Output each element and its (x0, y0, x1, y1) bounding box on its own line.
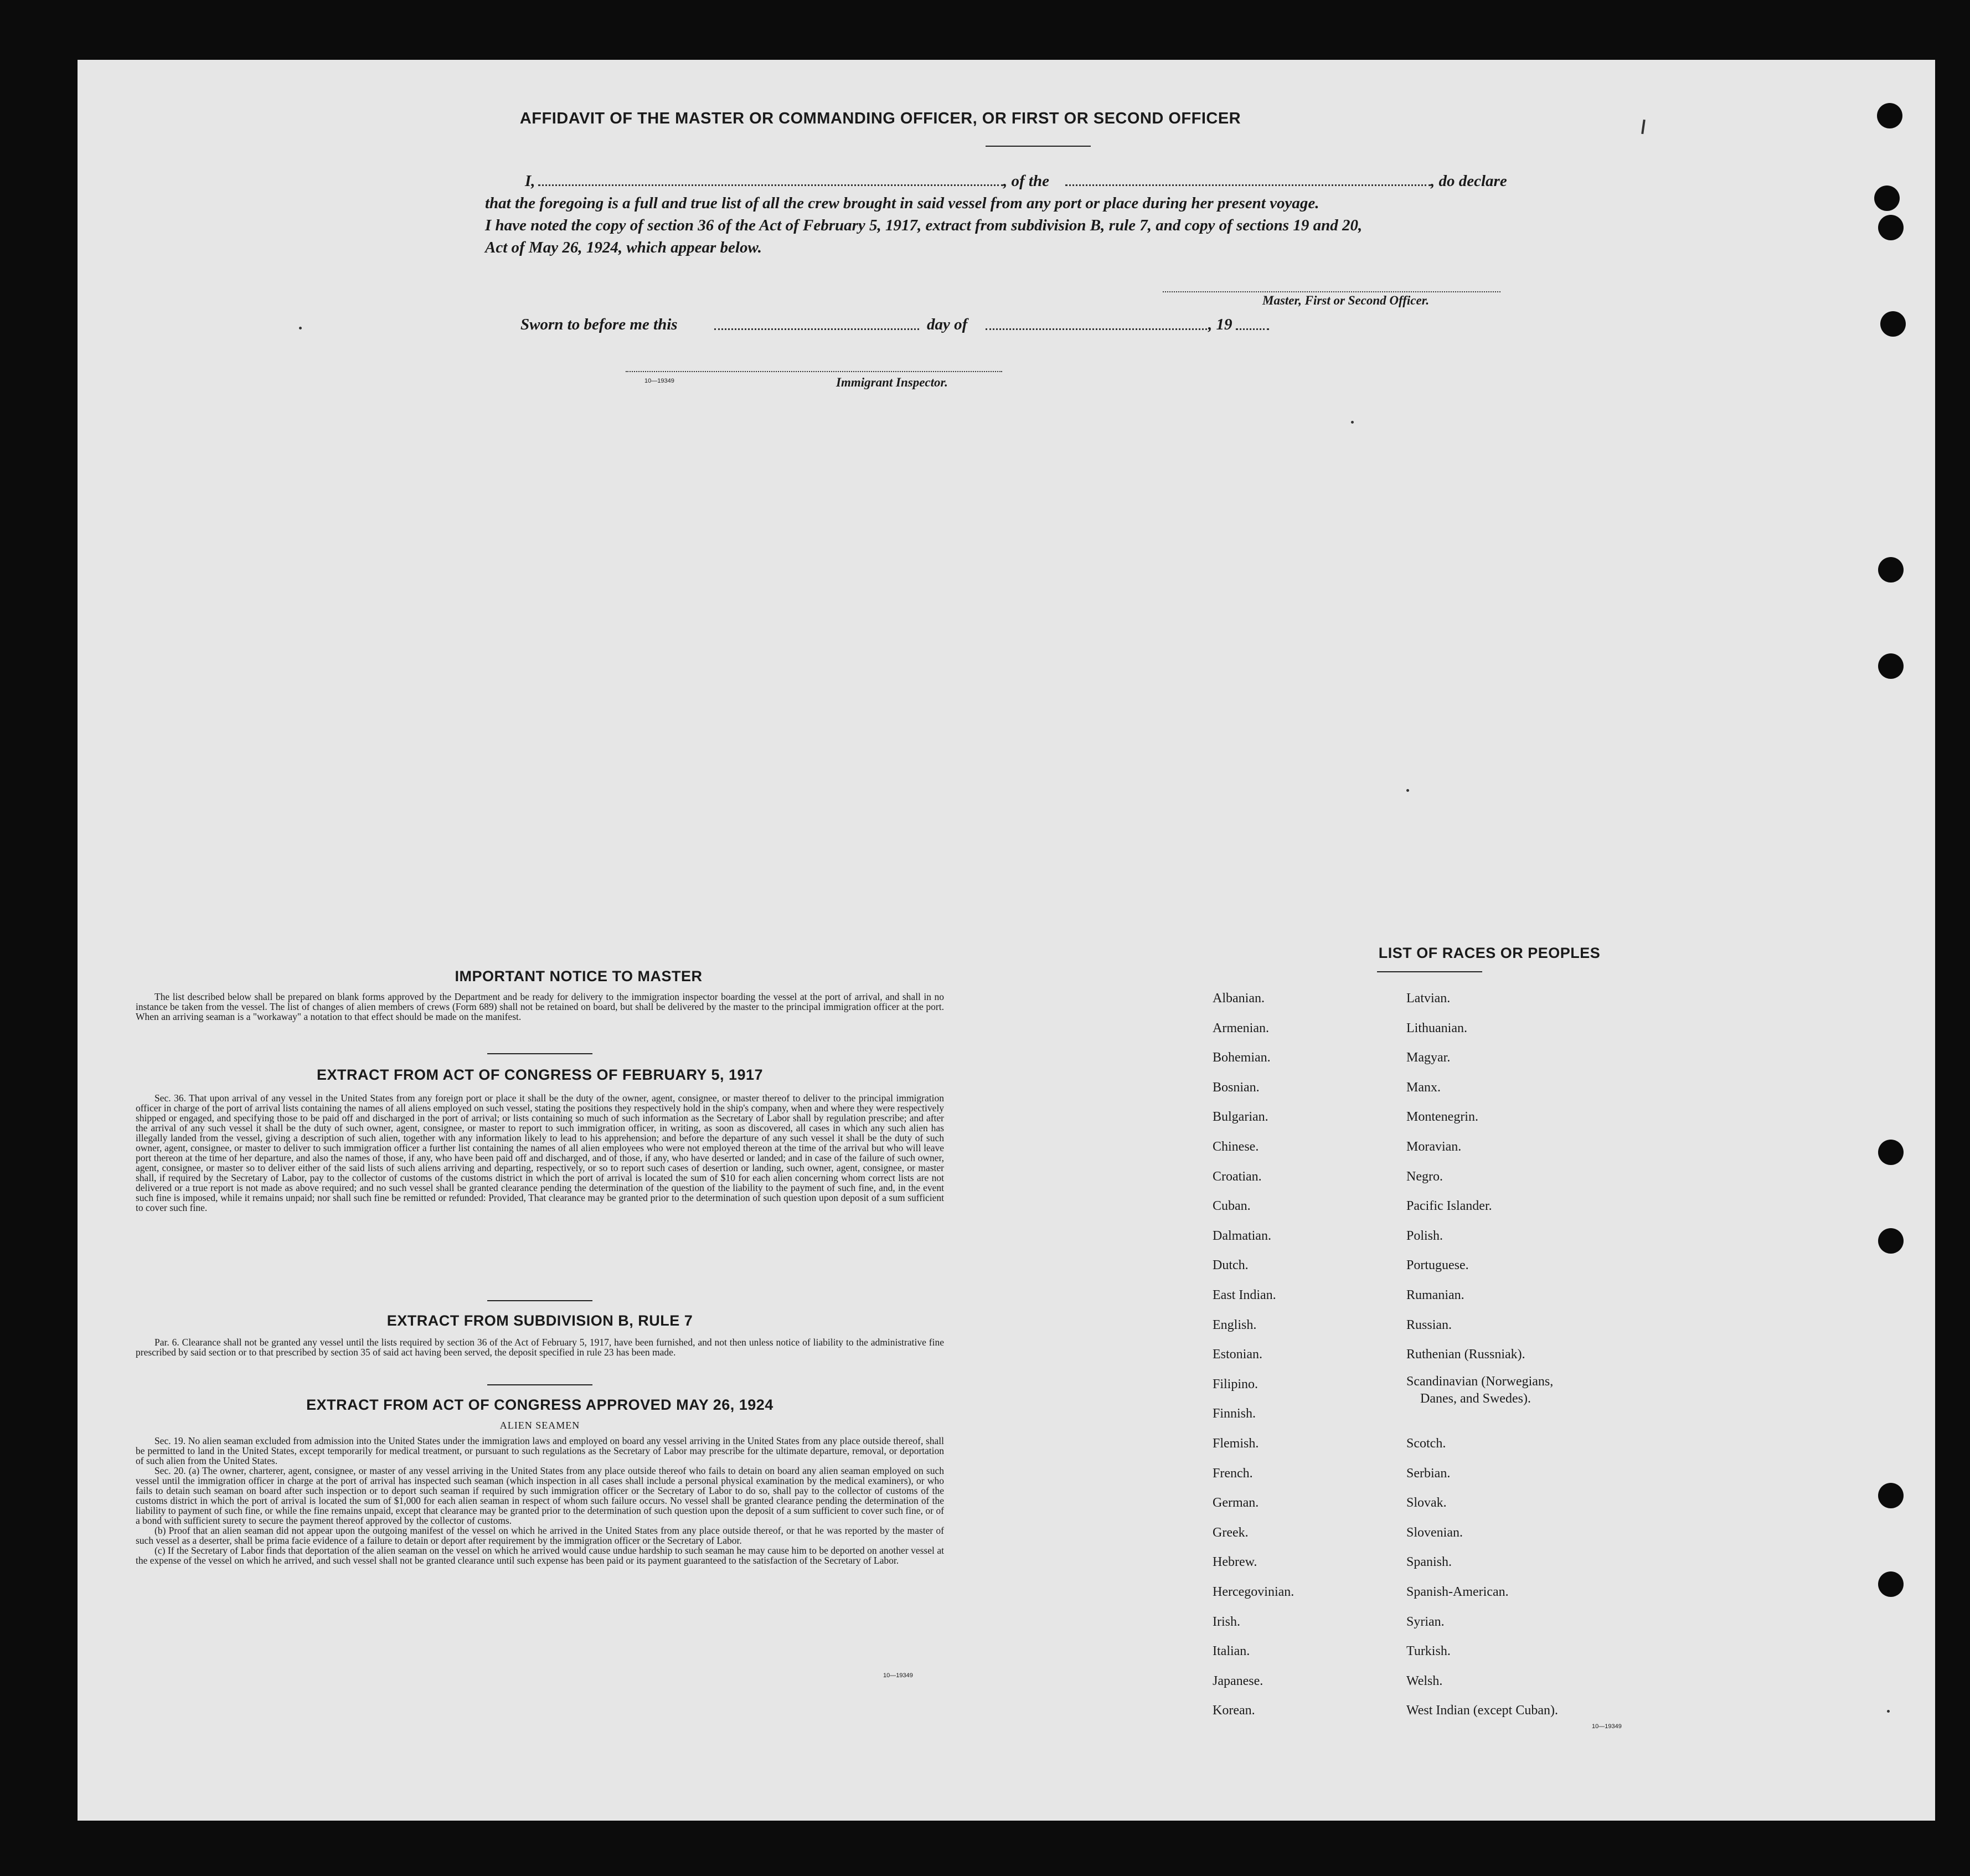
race-item: Pacific Islander. (1406, 1199, 1492, 1214)
races-form-number: 10—19349 (1592, 1723, 1622, 1730)
par-6-paragraph: Par. 6. Clearance shall not be granted any vessel until the lists required by section 36 of the Act of February 5, 1917, have been furnished, and not then unless notice of liability to the administrative fine prescribed by said section or to that prescribed by section 35 of said act having been served, the deposit specified in rule 23 has been made. (136, 1337, 944, 1358)
races-rule (1377, 971, 1482, 972)
race-item: Albanian. (1213, 991, 1265, 1006)
sworn-day-blank[interactable] (714, 328, 919, 330)
race-item: Polish. (1406, 1228, 1443, 1243)
year-label: , 19 (1208, 316, 1232, 333)
alien-seamen-subheading: ALIEN SEAMEN (499, 1420, 580, 1431)
race-item: Irish. (1213, 1614, 1240, 1629)
race-item: West Indian (except Cuban). (1406, 1703, 1558, 1718)
race-item: Flemish. (1213, 1436, 1259, 1451)
rule-7-text (136, 1337, 944, 1357)
speck (299, 327, 302, 329)
race-item: Rumanian. (1406, 1288, 1464, 1302)
race-item: Dalmatian. (1213, 1228, 1271, 1243)
notice-heading: IMPORTANT NOTICE TO MASTER (455, 968, 703, 985)
inspector-signature-blank[interactable] (626, 371, 1002, 372)
document-page (78, 60, 1935, 1821)
inspector-label: Immigrant Inspector. (836, 375, 948, 389)
title-rule (986, 146, 1091, 147)
race-item: Spanish-American. (1406, 1585, 1509, 1599)
race-item: Croatian. (1213, 1169, 1262, 1184)
race-item: Danes, and Swedes). (1420, 1391, 1531, 1406)
extract-1924-text (136, 1436, 944, 1565)
race-item: Armenian. (1213, 1021, 1269, 1035)
affidavit-title: AFFIDAVIT OF THE MASTER OR COMMANDING OFFICER, OR FIRST OR SECOND OFFICER (519, 110, 1241, 127)
punch-hole (1878, 1483, 1904, 1508)
affidavit-declare: , do declare (1431, 172, 1507, 190)
affidavit-form-number: 10—19349 (644, 378, 674, 384)
sworn-label: Sworn to before me this (520, 316, 678, 333)
races-heading: LIST OF RACES OR PEOPLES (1378, 945, 1601, 961)
race-item: Cuban. (1213, 1199, 1251, 1214)
race-item: Chinese. (1213, 1140, 1259, 1154)
year-blank[interactable] (1236, 328, 1269, 330)
race-item: Greek. (1213, 1525, 1249, 1540)
race-item: Filipino. (1213, 1377, 1259, 1391)
section-20a-paragraph: Sec. 20. (a) The owner, charterer, agent, consignee, or master of any vessel arriving in the United States from any place outside thereof who fails to detain on board any alien seaman employed on such vessel until the immigration officer in charge at the port of arrival has inspected such seaman (which inspection in all cases shall include a personal physical examination by the medical examiners), or who fails to detain such seaman on board after such inspection or to deport such seaman if required by such immigration officer or the Secretary of Labor to do so, shall pay to the collector of customs of the customs district in which the port of arrival is located the sum of $1,000 for each alien seaman in respect of whom such failure occurs. No vessel shall be granted clearance pending the determination of the liability to payment of such fine, or while the fine remains unpaid, except that clearance may be granted prior to the determination of such question upon the deposit of a sum sufficient to cover such fine, or of a bond with sufficient surety to secure the payment thereof approved by the collector of customs. (136, 1465, 944, 1526)
race-item: Latvian. (1406, 991, 1451, 1006)
extract-1917-heading: EXTRACT FROM ACT OF CONGRESS OF FEBRUARY 5, 1917 (316, 1066, 764, 1083)
punch-hole (1880, 311, 1906, 337)
notice-rule (487, 1053, 592, 1054)
race-item: Italian. (1213, 1644, 1250, 1659)
speck (1406, 789, 1409, 792)
extract-1917-text (136, 1093, 944, 1213)
race-item: East Indian. (1213, 1288, 1276, 1302)
sworn-month-blank[interactable] (986, 328, 1207, 330)
race-item: Finnish. (1213, 1406, 1256, 1421)
race-item: Scandinavian (Norwegians, (1406, 1374, 1554, 1389)
race-item: Dutch. (1213, 1258, 1249, 1273)
section-36-paragraph: Sec. 36. That upon arrival of any vessel in the United States from any foreign port or place it shall be the duty of the owner, agent, consignee, or master thereof to deliver to the principal immigration officer in charge of the port of arrival lists containing the names of all aliens employed on such vessel, stating the positions they respectively hold in the ship's company, when and where they were respectively shipped or engaged, and specifying those to be paid off and discharged in the port of arrival; or lists containing so much of such information as the Secretary of Labor shall by regulation prescribe; and after the arrival of any such vessel it shall be the duty of such owner, agent, consignee, or master to report to such immigration officer, in writing, as soon as discovered, all cases in which any such alien has illegally landed from the vessel, giving a description of such alien, together with any information likely to lead to his apprehension; and before the departure of any such vessel it shall be the duty of such owner, agent, consignee, or master to deliver to such immigration officer a further list containing the names of all alien employees who were not employed thereon at the time of the arrival but who will leave port thereon at the time of her departure, and also the names of those, if any, who have been paid off and discharged, and of those, if any, who have deserted or landed; and in case of the failure of such owner, agent, consignee, or master so to deliver either of the said lists of such aliens arriving and departing, respectively, or so to report such cases of desertion or landing, such owner, agent, consignee, or master shall, if required by the Secretary of Labor, pay to the collector of customs of the customs district in which the port of arrival is located the sum of $10 for each alien concerning whom correct lists are not delivered or a true report is not made as above required; and no such vessel shall be granted clearance pending the determination of the question of the liability to the payment of such fine, and, in the event such fine is imposed, while it remains unpaid; nor shall such fine be remitted or refunded: Provided, That clearance may be granted prior to the determination of such question upon deposit of a sum sufficient to cover such fine. (136, 1092, 944, 1213)
race-item: Bosnian. (1213, 1080, 1260, 1095)
speck (1351, 421, 1354, 424)
race-item: Spanish. (1406, 1555, 1452, 1570)
race-item: Portuguese. (1406, 1258, 1469, 1273)
affidavit-body-4: Act of May 26, 1924, which appear below. (485, 239, 762, 256)
race-item: Negro. (1406, 1169, 1443, 1184)
race-item: Magyar. (1406, 1050, 1451, 1065)
section-20b-paragraph: (b) Proof that an alien seaman did not appear upon the outgoing manifest of the vessel on which he arrived in the United States from any place outside thereof, or that he was reported by the master of such vessel as a deserter, shall be prima facie evidence of a failure to detain or deport after requirement by the immigration officer or the Secretary of Labor. (136, 1525, 944, 1546)
race-item: Welsh. (1406, 1673, 1443, 1688)
section-19-paragraph: Sec. 19. No alien seaman excluded from admission into the United States under the immigration laws and employed on board any vessel arriving in the United States from any place outside thereof, shall be permitted to land in the United States, except temporarily for medical treatment, or pursuant to such regulations as the Secretary of Labor may prescribe for the ultimate departure, removal, or deportation of such alien from the United States. (136, 1435, 944, 1466)
extract-1917-rule (487, 1300, 592, 1301)
name-blank[interactable] (538, 184, 1003, 186)
race-item: Manx. (1406, 1080, 1441, 1095)
speck (1887, 1710, 1890, 1713)
race-item: Serbian. (1406, 1466, 1451, 1481)
notice-paragraph: The list described below shall be prepared on blank forms approved by the Department and be ready for delivery to the immigration inspector boarding the vessel at the port of arrival, and shall in no instance be taken from the vessel. The list of changes of alien members of crews (Form 689) shall not be retained on board, but shall be delivered by the master to the principal immigration officer at the port. When an arriving seaman is a "workaway" a notation to that effect should be made on the manifest. (136, 991, 944, 1022)
punch-hole (1878, 1228, 1904, 1254)
punch-hole (1878, 1140, 1904, 1165)
affidavit-body-2: that the foregoing is a full and true list of all the crew brought in said vessel from any port or place during her present voyage. (485, 194, 1319, 212)
vessel-blank[interactable] (1065, 184, 1431, 186)
affidavit-i: I, (525, 172, 535, 190)
race-item: German. (1213, 1496, 1259, 1511)
race-item: Moravian. (1406, 1140, 1462, 1154)
race-item: Ruthenian (Russniak). (1406, 1347, 1525, 1362)
race-item: Bohemian. (1213, 1050, 1271, 1065)
race-item: Slovak. (1406, 1496, 1447, 1511)
race-item: Turkish. (1406, 1644, 1451, 1659)
rule-7-heading: EXTRACT FROM SUBDIVISION B, RULE 7 (386, 1312, 693, 1329)
race-item: Korean. (1213, 1703, 1255, 1718)
punch-hole (1878, 557, 1904, 583)
punch-hole (1878, 1571, 1904, 1597)
race-item: Bulgarian. (1213, 1110, 1268, 1125)
race-item: Hebrew. (1213, 1555, 1257, 1570)
extract-form-number: 10—19349 (883, 1672, 913, 1679)
punch-hole (1877, 103, 1902, 128)
rule-7-rule (487, 1384, 592, 1385)
race-item: Russian. (1406, 1317, 1452, 1332)
affidavit-body-3: I have noted the copy of section 36 of the Act of February 5, 1917, extract from subdivision B, rule 7, and copy of sections 19 and 20, (485, 217, 1363, 234)
race-item: Estonian. (1213, 1347, 1262, 1362)
signature-blank[interactable] (1163, 291, 1500, 292)
race-item: Montenegrin. (1406, 1110, 1478, 1125)
punch-hole (1874, 185, 1900, 211)
punch-hole (1878, 653, 1904, 679)
race-item: Japanese. (1213, 1673, 1264, 1688)
notice-text (136, 992, 944, 1022)
punch-hole (1878, 215, 1904, 240)
race-item: Lithuanian. (1406, 1021, 1467, 1035)
race-item: Scotch. (1406, 1436, 1446, 1451)
race-item: Hercegovinian. (1213, 1585, 1295, 1599)
extract-1924-heading: EXTRACT FROM ACT OF CONGRESS APPROVED MAY 26, 1924 (306, 1396, 773, 1413)
affidavit-of-the: , of the (1003, 172, 1049, 190)
race-item: Syrian. (1406, 1614, 1445, 1629)
section-20c-paragraph: (c) If the Secretary of Labor finds that deportation of the alien seaman on the vessel on which he arrived would cause undue hardship to such seaman he may cause him to be deported on another vessel at the expense of the vessel on which he arrived, and such vessel shall not be granted clearance until such expense has been paid or its payment guaranteed to the satisfaction of the Secretary of Labor. (136, 1545, 944, 1566)
race-item: Slovenian. (1406, 1525, 1463, 1540)
signature-label: Master, First or Second Officer. (1262, 293, 1430, 307)
day-of-label: day of (927, 316, 968, 333)
race-item: French. (1213, 1466, 1253, 1481)
race-item: English. (1213, 1317, 1257, 1332)
